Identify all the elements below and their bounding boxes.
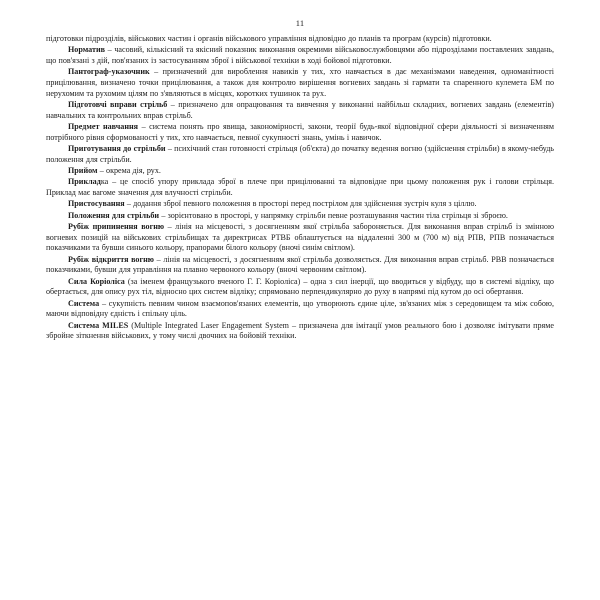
term-label: Норматив [68,45,106,55]
paragraph-text: (за іменем французького вченого Г. Г. Коріоліса) – одна з сил інерції, що вводиться у відбуду, що в системі відліку, що обертається, для опису рух тіл, відносно цих систем відліку; спрямовано перпендикулярно до руху в напрямі під кутом до осі обертання. [46,276,554,297]
paragraph-text: ка – це спосіб упору приклада зброї в плече при прицілюванні та відповідне при цьому положення рук і голови стрільця. Приклад має вагоме значення для влучності стрільби. [46,177,554,197]
paragraph [46,177,554,199]
term-label: Пантограф-указочник [68,67,150,77]
paragraph [46,211,554,222]
paragraph [46,299,554,321]
term-label: Предмет навчання [68,122,139,131]
term-label: Приклад [68,177,101,187]
term-label: Пристосування [68,199,125,209]
paragraph-text: – окрема дія, рух. [97,166,161,175]
term-label: Підготовчі вправи стрільб [68,100,168,109]
paragraph [46,222,554,254]
term-label: Положення для стрільби [68,210,160,220]
paragraph-text: – лінія на місцевості, з досягненням якої стрільба забороняється. Для виконання вправ стрільб із змінною вогневих позицій на військових стрільбищах та директрисах РТВБ облаштується на віддаленні 300 м (700 м) від РПВ, РПВ позначається показчиками та бувши синього кольору, прапорами білого кольору (вночі синім світлом). [46,221,554,253]
paragraph-text: (Multiple Integrated Laser Engagement System – призначена для імітації умов реального бою і дозволяє імітувати пряме збройне зіткнення військових, у тому числі двочних на бойовій техніки. [46,320,554,341]
term-label: Приготування до стрільби [68,144,166,153]
paragraph-text: – додання зброї певного положення в просторі перед пострілом для здійснення зустріч куля з ціллю. [124,199,477,209]
term-label: Система [68,298,100,308]
paragraph-text: – часовий, кількісний та якісний показник виконання окремими військовослужбовцями або підрозділами поставлених завдань, що пов'язані з дій, пов'язаних із застосуванням зброї і військової техніки в ході бойової підготовки. [46,45,554,65]
paragraph [46,321,554,343]
term-label: Система MILES [68,320,129,330]
term-label: Рубіж припинення вогню [68,221,165,231]
term-label: Прийом [68,166,98,175]
term-label: Сила Коріоліса [68,276,125,286]
paragraph [46,255,554,277]
paragraph [46,199,554,210]
paragraph-text: – психічний стан готовності стрільця (об'єкта) до початку ведення вогню (здійснення стрільби) в якому-небудь положення для стрільби. [46,144,554,164]
page-body [46,34,554,342]
page-number: 11 [295,18,305,28]
paragraph [46,277,554,299]
paragraph [46,144,554,166]
paragraph [46,166,554,177]
paragraph [46,67,554,99]
paragraph [46,34,554,45]
paragraph-text: – призначено для опрацювання та вивчення у виконанні найбільш складних, вогневих завдань (елементів) навчальних та контрольних вправ стрільб. [46,100,554,120]
paragraph-text: – сукупність певним чином взаємопов'язаних елементів, що утворюють єдине ціле, зв'язаних між з середовищем та між собою, маючи відповідну єдність і спільну ціль. [46,298,554,319]
paragraph-text: – лінія на місцевості, з досягненням якої стрільба дозволяється. Для виконання вправ стрільб. РВВ позначається показчиками, бувши для управління на плавно червоного кольору (вночі червоним світлом). [46,254,554,275]
paragraph-text: – призначений для вироблення навиків у тих, хто навчається в дає механізмами наведення, одноманітності прицілювання, визначено точки прицілювання, а також для контролю вирішення вогневих завдань зі гармати та спаренного кулемета БМ по нерухомим та рухомим цілям по з'являються в місцях, коротких тушинок та рух. [46,67,554,98]
paragraph-text: підготовки підрозділів, військових частин і органів військового управління відповідно до планів та програм (курсів) підготовки. [46,34,492,43]
paragraph-text: – система понять про явища, закономірності, закони, теорії будь-якої відповідної сфери діяльності зі визначенням потрібного рівня сформованості у тих, хто навчається, певної сукупності знань, умінь і навичок. [46,122,554,142]
paragraph [46,45,554,67]
term-label: Рубіж відкриття вогню [68,254,154,264]
paragraph-text: – зорієнтовано в просторі, у напрямку стрільби певне розташування частин тіла стрільця зі зброєю. [159,210,508,220]
paragraph [46,100,554,122]
paragraph [46,122,554,144]
